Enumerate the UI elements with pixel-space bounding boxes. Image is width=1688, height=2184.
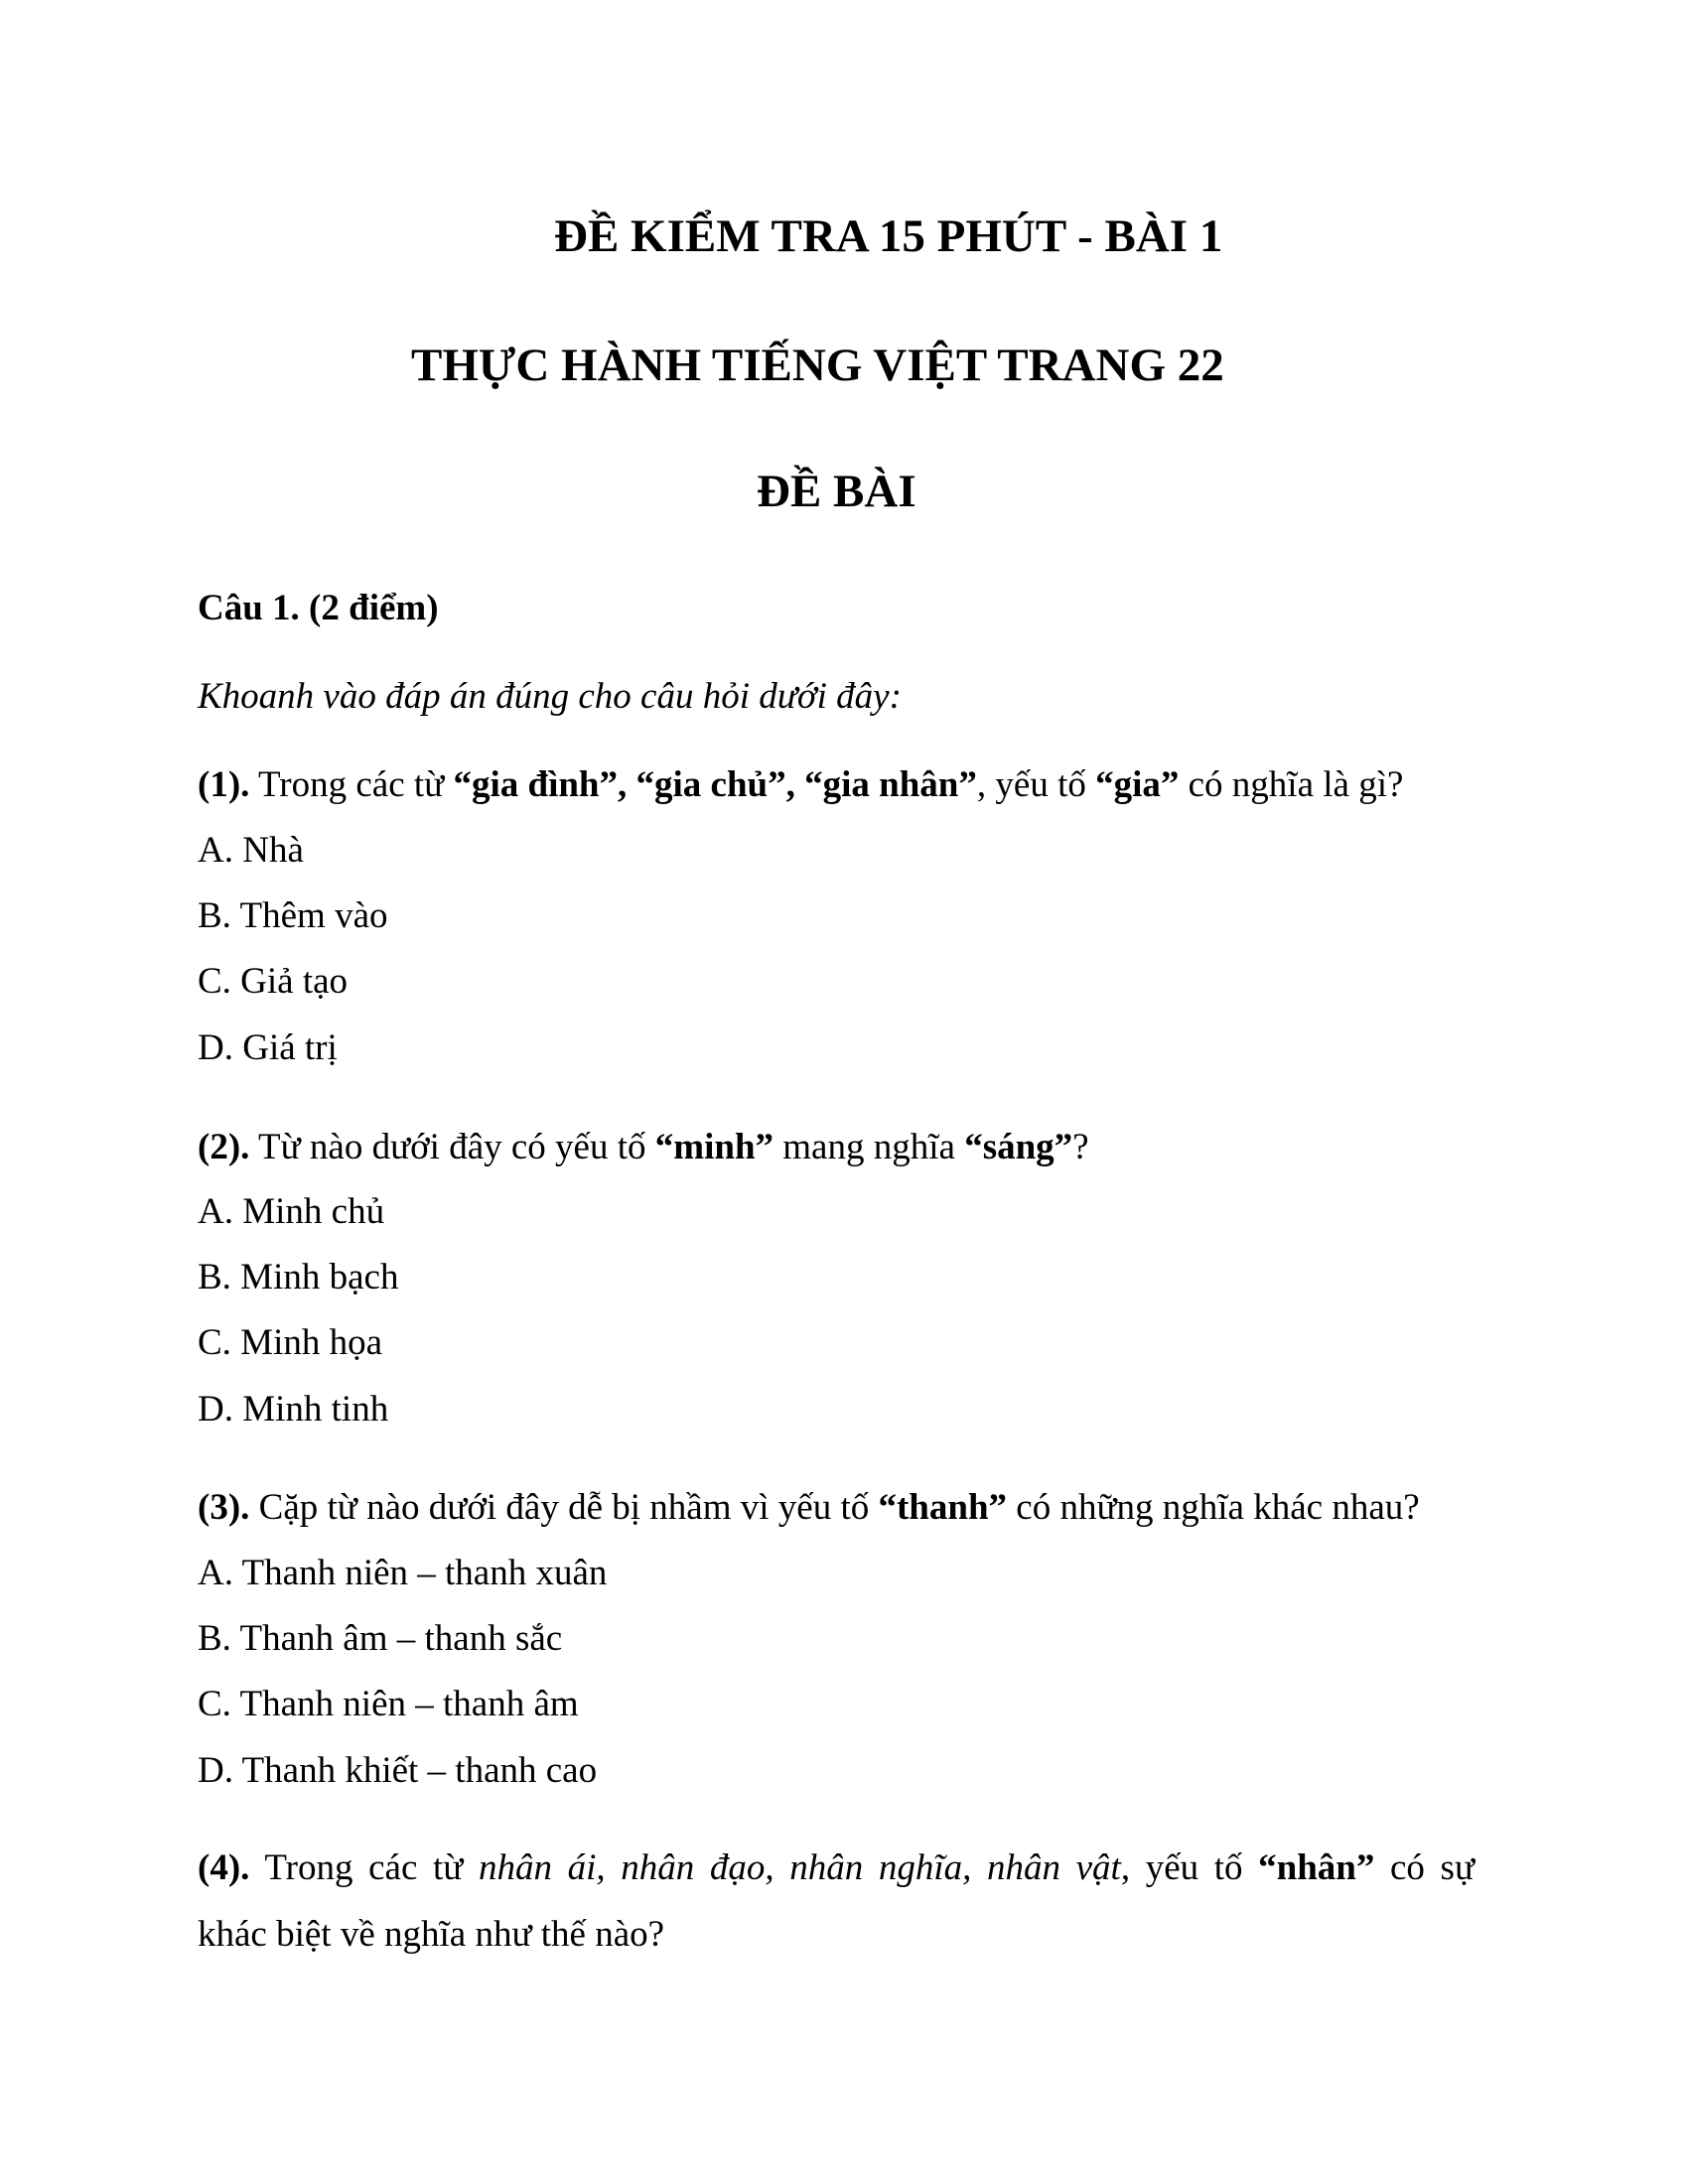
answer-option: A. Nhà (198, 830, 304, 871)
answer-option: B. Thanh âm – thanh sắc (198, 1618, 563, 1659)
question-text: mang nghĩa (774, 1127, 965, 1167)
question-group-heading: Câu 1. (2 điểm) (198, 588, 439, 628)
question-text: , yếu tố (1120, 1847, 1259, 1888)
question-number: (4). (198, 1847, 250, 1888)
question-text: có nghĩa là gì? (1179, 764, 1404, 805)
question-3 (198, 1485, 1420, 1531)
question-number: (2). (198, 1127, 250, 1167)
question-text: Từ nào dưới đây có yếu tố (249, 1127, 655, 1167)
answer-option: A. Thanh niên – thanh xuân (198, 1553, 608, 1593)
section-title: ĐỀ BÀI (757, 466, 916, 517)
question-text: , yếu tố (976, 764, 1096, 805)
answer-option: D. Minh tinh (198, 1389, 389, 1430)
answer-option: D. Thanh khiết – thanh cao (198, 1750, 598, 1791)
question-text: có những nghĩa khác nhau? (1007, 1487, 1420, 1528)
question-keyword: “nhân” (1258, 1847, 1375, 1888)
question-text: có sự (1374, 1847, 1476, 1888)
document-title: ĐỀ KIỂM TRA 15 PHÚT - BÀI 1 (554, 210, 1223, 262)
instruction-text: Khoanh vào đáp án đúng cho câu hỏi dưới đây: (198, 676, 902, 717)
question-example-words: nhân ái, nhân đạo, nhân nghĩa, nhân vật (478, 1847, 1121, 1888)
question-keyword: “gia” (1095, 764, 1180, 805)
question-text: Trong các từ (249, 1847, 479, 1888)
question-keyword: “minh” (654, 1127, 774, 1167)
document-subtitle: THỰC HÀNH TIẾNG VIỆT TRANG 22 (411, 340, 1224, 391)
question-text: Trong các từ (249, 764, 454, 805)
answer-option: C. Minh họa (198, 1322, 383, 1363)
question-2 (198, 1125, 1089, 1170)
answer-option: C. Thanh niên – thanh âm (198, 1684, 579, 1724)
answer-option: D. Giá trị (198, 1027, 338, 1068)
question-4-continuation: khác biệt về nghĩa như thế nào? (198, 1914, 665, 1955)
question-keyword: “sáng” (964, 1127, 1073, 1167)
question-4 (198, 1845, 1475, 1891)
question-number: (3). (198, 1487, 250, 1528)
question-1 (198, 762, 1403, 808)
answer-option: B. Thêm vào (198, 895, 388, 936)
answer-option: B. Minh bạch (198, 1257, 399, 1297)
question-text: Cặp từ nào dưới đây dễ bị nhầm vì yếu tố (249, 1487, 879, 1528)
question-text: ? (1072, 1127, 1089, 1167)
question-number: (1). (198, 764, 250, 805)
answer-option: C. Giả tạo (198, 961, 349, 1002)
answer-option: A. Minh chủ (198, 1191, 385, 1232)
question-keyword: “thanh” (878, 1487, 1008, 1528)
question-keyword: “gia đình”, “gia chủ”, “gia nhân” (453, 764, 977, 805)
